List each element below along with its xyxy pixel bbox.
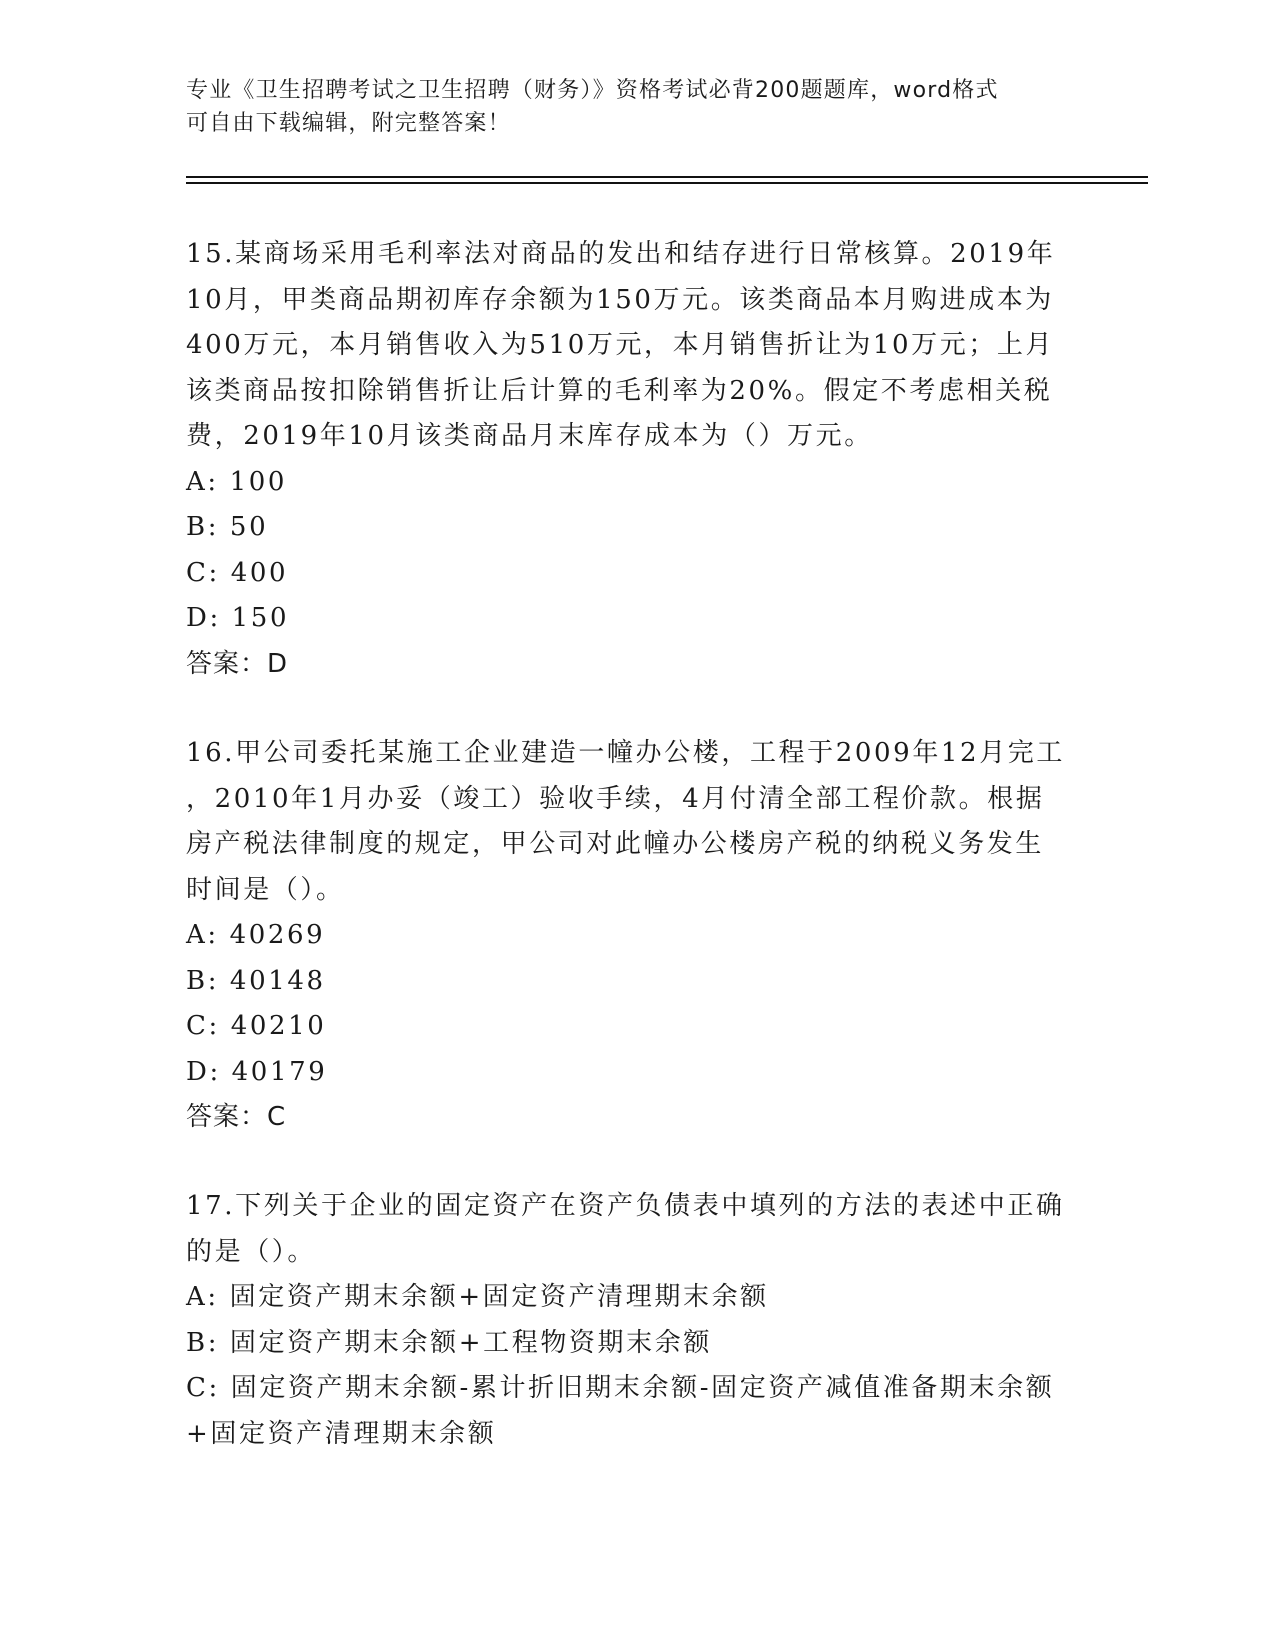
option-a: A: 40269 xyxy=(186,920,326,950)
question-stem xyxy=(186,731,1066,913)
header-divider-bottom xyxy=(186,182,1148,184)
question-17 xyxy=(186,1184,1066,1457)
option-c-continued: +固定资产清理期末余额 xyxy=(186,1418,497,1449)
header-line-2: 可自由下载编辑，附完整答案！ xyxy=(186,111,511,136)
header-divider-top xyxy=(186,176,1148,178)
stem-line: 10月，甲类商品期初库存余额为150万元。该类商品本月购进成本为 xyxy=(186,284,1054,315)
option-d: D: 150 xyxy=(186,603,290,633)
stem-line: 17.下列关于企业的固定资产在资产负债表中填列的方法的表述中正确 xyxy=(186,1191,1065,1221)
stem-line: 的是（）。 xyxy=(186,1236,317,1267)
option-c: C: 400 xyxy=(186,557,289,588)
question-stem xyxy=(186,232,1066,460)
option-d: D: 40179 xyxy=(186,1056,328,1087)
stem-line: ，2010年1月办妥（竣工）验收手续，4月付清全部工程价款。根据 xyxy=(186,783,1045,814)
question-16 xyxy=(186,731,1066,1141)
stem-line: 房产税法律制度的规定，甲公司对此幢办公楼房产税的纳税义务发生 xyxy=(186,829,1045,859)
option-a: A: 100 xyxy=(186,466,288,497)
option-a: A: 固定资产期末余额+固定资产清理期末余额 xyxy=(186,1282,769,1312)
question-15 xyxy=(186,232,1066,687)
answer-label: 答案：C xyxy=(186,1102,287,1132)
stem-line: 时间是（）。 xyxy=(186,874,345,905)
option-b: B: 50 xyxy=(186,512,269,542)
stem-line: 16.甲公司委托某施工企业建造一幢办公楼，工程于2009年12月完工 xyxy=(186,738,1066,768)
header-line-1: 专业《卫生招聘考试之卫生招聘（财务）》资格考试必背200题题库，word格式 xyxy=(186,78,999,103)
question-stem xyxy=(186,1184,1066,1275)
stem-line: 该类商品按扣除销售折让后计算的毛利率为20%。假定不考虑相关税 xyxy=(186,375,1053,406)
stem-line: 15.某商场采用毛利率法对商品的发出和结存进行日常核算。2019年 xyxy=(186,239,1056,269)
option-c: C: 40210 xyxy=(186,1011,327,1041)
stem-line: 400万元，本月销售收入为510万元，本月销售折让为10万元；上月 xyxy=(186,330,1055,360)
option-c: C: 固定资产期末余额-累计折旧期末余额-固定资产减值准备期末余额 xyxy=(186,1373,1055,1403)
answer-label: 答案：D xyxy=(186,648,289,679)
document-header xyxy=(186,74,1066,140)
stem-line: 费，2019年10月该类商品月末库存成本为（）万元。 xyxy=(186,421,873,451)
option-b: B: 固定资产期末余额+工程物资期末余额 xyxy=(186,1327,712,1358)
option-b: B: 40148 xyxy=(186,965,326,996)
